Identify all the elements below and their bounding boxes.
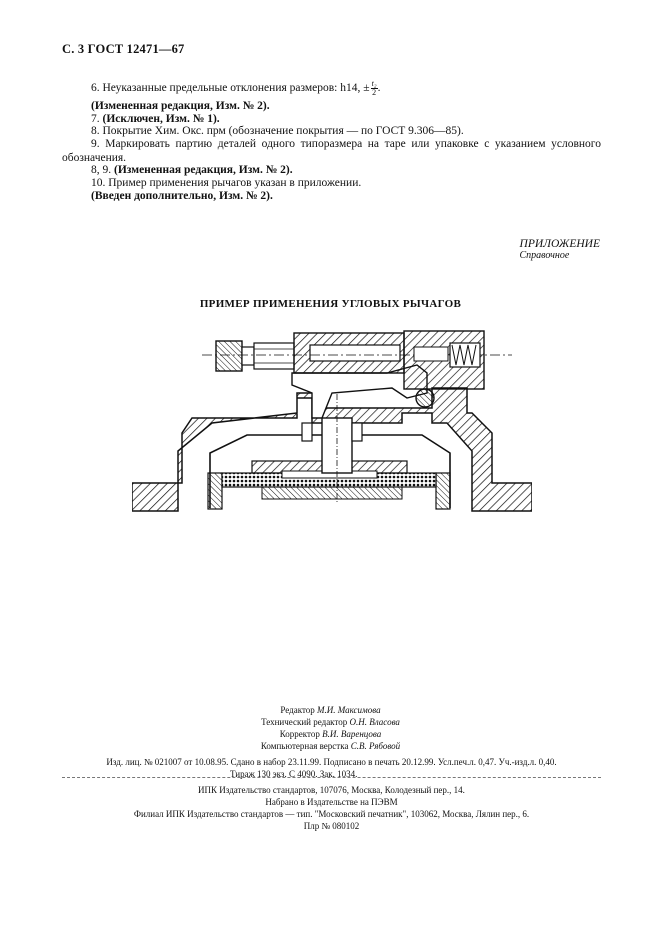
- spring-housing: [404, 331, 484, 389]
- item-7-note: (Исключен, Изм. № 1).: [102, 113, 220, 125]
- credit-layout-label: Компьютерная верстка: [260, 741, 349, 751]
- credit-corrector: [0, 728, 661, 740]
- fraction-numerator: t₂: [371, 79, 377, 88]
- item-6-tail: .: [377, 82, 381, 95]
- items-8-9: [91, 163, 293, 177]
- figure-heading: ПРИМЕР ПРИМЕНЕНИЯ УГЛОВЫХ РЫЧАГОВ: [199, 298, 462, 310]
- appendix-subtitle: Справочное: [519, 250, 570, 261]
- page-header: С. 3 ГОСТ 12471—67: [62, 42, 185, 56]
- divider: [62, 777, 601, 778]
- imprint-line-4: Набрано в Издательстве на ПЭВМ: [265, 797, 398, 807]
- item-6-text: 6. Неуказанные предельные отклонения размеров: h14, ±: [91, 82, 370, 95]
- lever-assembly-drawing: [132, 323, 532, 515]
- item-7-number: 7.: [91, 113, 100, 125]
- appendix-label: [520, 238, 600, 261]
- items-8-9-number: 8, 9.: [91, 164, 112, 176]
- fraction-denominator: 2: [372, 88, 377, 97]
- credit-tech-editor: [0, 716, 661, 728]
- imprint-line-1: Изд. лиц. № 021007 от 10.08.95. Сдано в набор 23.11.99. Подписано в печать 20.12.99. Усл.печ.л. 0,47. Уч.-изд.л. 0,40.: [106, 757, 557, 767]
- tolerance-fraction: [371, 80, 378, 97]
- item-10: 10. Пример применения рычагов указан в приложении.: [91, 177, 362, 189]
- credit-layout: [0, 740, 661, 752]
- imprint-line-2: Тираж 130 экз. С 4090. Зак. 1034.: [230, 769, 358, 779]
- item-6: [91, 80, 380, 97]
- credit-editor: [0, 704, 661, 716]
- credit-tech-label: Технический редактор: [261, 717, 348, 727]
- credit-corrector-name: В.И. Варенцова: [322, 729, 382, 739]
- credit-corrector-label: Корректор: [279, 729, 320, 739]
- items-8-9-note: (Измененная редакция, Изм. № 2).: [114, 164, 293, 176]
- credit-tech-name: О.Н. Власова: [349, 717, 400, 727]
- revision-note-1: (Измененная редакция, Изм. № 2).: [91, 100, 270, 112]
- appendix-title: ПРИЛОЖЕНИЕ: [519, 238, 600, 250]
- imprint-line-5: Филиал ИПК Издательство стандартов — тип. "Московский печатник", 103062, Москва, Лялин пер., 6.: [133, 809, 530, 819]
- item-9: 9. Маркировать партию деталей одного типоразмера на таре или упаковке с указанием условного обозначения.: [62, 138, 601, 164]
- revision-note-2: (Введен дополнительно, Изм. № 2).: [91, 190, 273, 202]
- imprint-line-6: Плр № 080102: [303, 821, 360, 831]
- credit-editor-label: Редактор: [280, 705, 315, 715]
- imprint-line-3: ИПК Издательство стандартов, 107076, Москва, Колодезный пер., 14.: [198, 785, 465, 795]
- credit-editor-name: М.И. Максимова: [317, 705, 381, 715]
- credit-layout-name: С.В. Рябовой: [350, 741, 401, 751]
- item-8: 8. Покрытие Хим. Окс. прм (обозначение покрытия — по ГОСТ 9.306—85).: [91, 125, 464, 137]
